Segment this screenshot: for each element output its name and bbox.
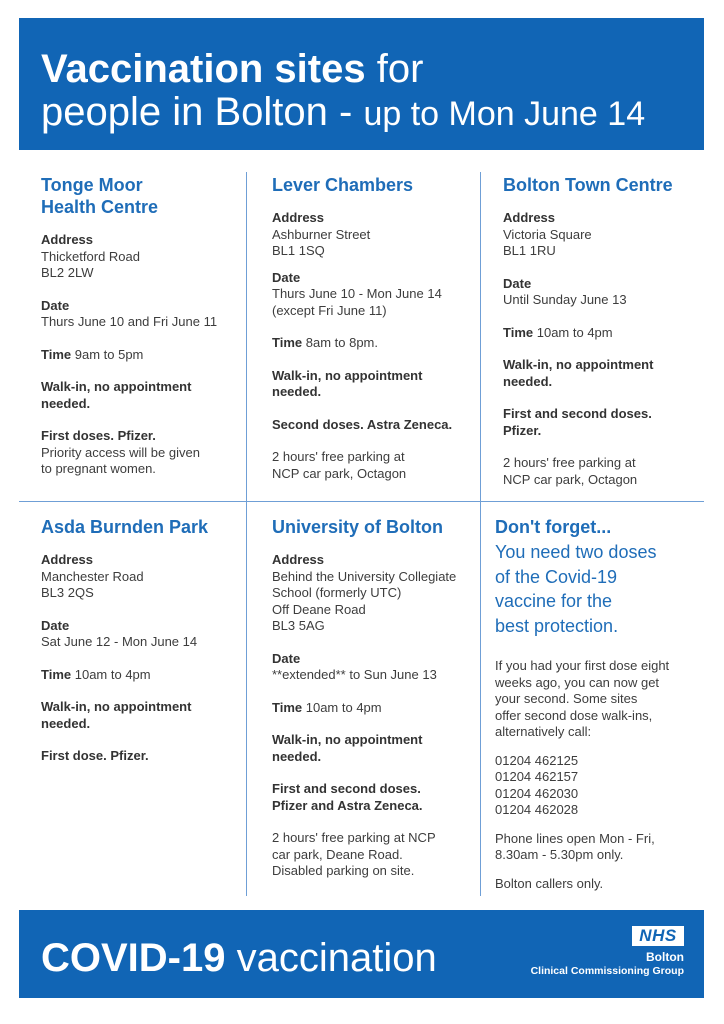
phone-number: 01204 462028 [495, 802, 579, 817]
site-date: Date Until Sunday June 13 [503, 275, 627, 307]
phone-hours: Phone lines open Mon - Fri, 8.30am - 5.30pm only. [495, 830, 655, 862]
site-address: Address Manchester Road BL3 2QS [41, 552, 144, 600]
header-banner [19, 18, 704, 150]
site-card-university-of-bolton [272, 516, 477, 896]
site-doses: First and second doses. Pfizer and Astra Zeneca. [272, 781, 423, 813]
site-walkin: Walk-in, no appointment needed. [272, 367, 423, 399]
site-doses: Second doses. Astra Zeneca. [272, 416, 453, 432]
site-name: University of Bolton [272, 517, 444, 537]
site-date: Date Thurs June 10 - Mon June 14 (except Fri June 11) [272, 269, 442, 318]
callers-note: Bolton callers only. [495, 875, 604, 891]
reminder-title: Don't forget... [495, 517, 612, 537]
phone-number: 01204 462030 [495, 785, 579, 801]
reminder-message: You need two doses of the Covid-19 vaccine for the best protection. [495, 542, 657, 636]
sites-grid [19, 150, 704, 910]
reminder-paragraph: If you had your first dose eight weeks ago, you can now get your second. Some sites offer second dose walk-ins, alternatively call: [495, 658, 670, 739]
site-card-lever-chambers [272, 174, 477, 498]
site-address: Address Behind the University Collegiate School (formerly UTC) Off Deane Road BL3 5AG [272, 552, 457, 633]
footer-title: COVID-19 vaccination [41, 936, 437, 980]
site-walkin: Walk-in, no appointment needed. [503, 357, 654, 389]
site-address: Address Thicketford Road BL2 2LW [41, 232, 140, 280]
phone-numbers [495, 753, 700, 819]
site-address: Address Ashburner Street BL1 1SQ [272, 210, 371, 258]
divider-vertical [480, 172, 481, 896]
org-name: Bolton Clinical Commissioning Group [530, 950, 684, 977]
site-time: Time 10am to 4pm [503, 324, 613, 340]
phone-number: 01204 462125 [495, 752, 579, 768]
site-parking: 2 hours' free parking at NCP car park, Deane Road. Disabled parking on site. [272, 830, 436, 878]
site-doses: First and second doses. Pfizer. [503, 406, 652, 438]
site-name: Tonge Moor Health Centre [41, 175, 159, 217]
site-name: Asda Burnden Park [41, 517, 209, 537]
site-card-bolton-town-centre [503, 174, 699, 504]
footer-banner [19, 910, 704, 998]
site-walkin: Walk-in, no appointment needed. [41, 379, 192, 411]
site-card-tonge-moor [41, 174, 241, 478]
site-card-asda-burnden-park [41, 516, 241, 781]
site-parking: 2 hours' free parking at NCP car park, Octagon [503, 455, 638, 487]
divider-vertical [246, 172, 247, 896]
site-date: Date Thurs June 10 and Fri June 11 [41, 297, 218, 329]
site-date: Date Sat June 12 - Mon June 14 [41, 617, 198, 649]
site-name: Lever Chambers [272, 175, 414, 195]
site-time: Time 10am to 4pm [272, 699, 382, 715]
site-date: Date **extended** to Sun June 13 [272, 650, 437, 682]
site-walkin: Walk-in, no appointment needed. [272, 732, 423, 764]
site-walkin: Walk-in, no appointment needed. [41, 699, 192, 731]
header-title-line2: people in Bolton - up to Mon June 14 [41, 90, 646, 134]
site-address: Address Victoria Square BL1 1RU [503, 210, 592, 258]
reminder-panel [495, 516, 700, 904]
header-title-line1: Vaccination sites for [41, 47, 424, 91]
site-name: Bolton Town Centre [503, 175, 673, 195]
site-time: Time 10am to 4pm [41, 666, 151, 682]
site-time: Time 9am to 5pm [41, 346, 144, 362]
site-time: Time 8am to 8pm. [272, 335, 378, 350]
site-parking: 2 hours' free parking at NCP car park, Octagon [272, 449, 407, 481]
nhs-logo: NHS [632, 926, 684, 946]
site-doses: First doses. Pfizer. Priority access will be given to pregnant women. [41, 428, 200, 476]
site-doses: First dose. Pfizer. [41, 748, 149, 763]
phone-number: 01204 462157 [495, 769, 579, 784]
